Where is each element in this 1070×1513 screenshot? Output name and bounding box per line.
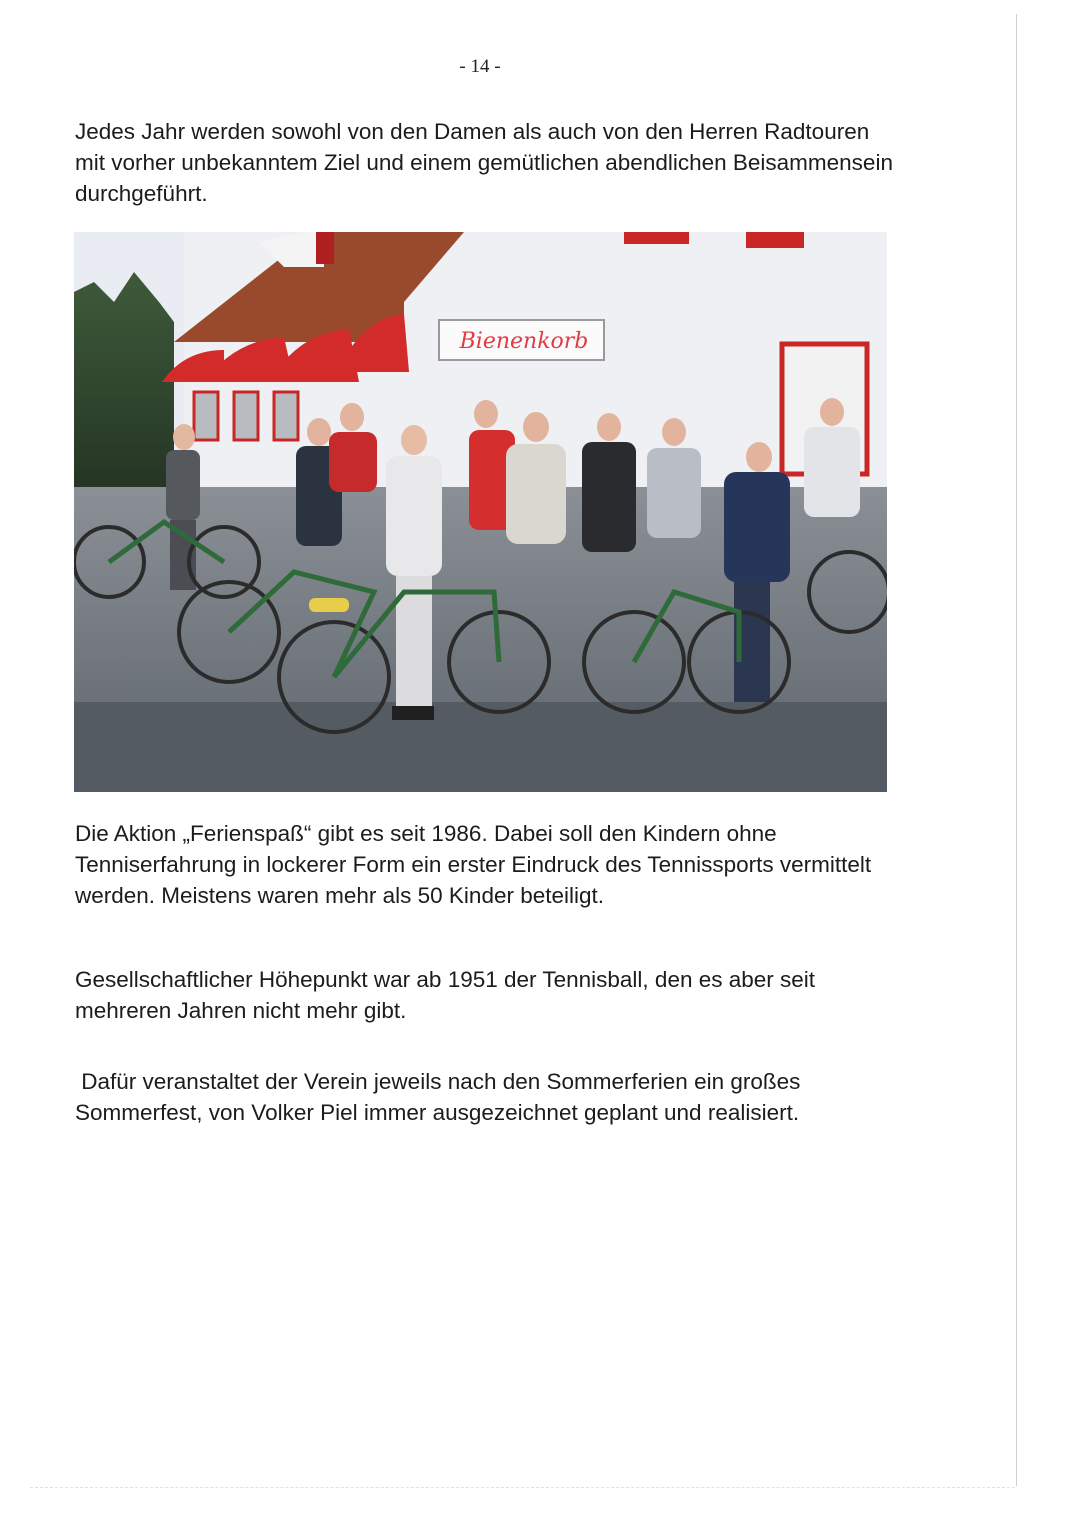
paragraph-radtouren: Jedes Jahr werden sowohl von den Damen als auch von den Herren Radtouren mit vorher unbekanntem Ziel und einem gemütlichen abendlichen Beisammensein durchgeführt. xyxy=(75,119,893,206)
bicycle-saddle-bag xyxy=(309,598,349,612)
shutter xyxy=(316,232,334,264)
page-number: - 14 - xyxy=(459,56,501,77)
window-marker xyxy=(624,232,689,244)
page-edge-line xyxy=(1016,14,1017,1486)
paragraph-tennisball: Gesellschaftlicher Höhepunkt war ab 1951 der Tennisball, den es aber seit mehreren Jahren nicht mehr gibt. xyxy=(75,967,816,1023)
paragraph-sommerfest: Dafür veranstaltet der Verein jeweils nach den Sommerferien ein großes Sommerfest, von Volker Piel immer ausgezeichnet geplant und realisiert. xyxy=(75,1069,807,1125)
window xyxy=(194,392,218,440)
sign-text: Bienenkorb xyxy=(459,329,589,354)
window-marker xyxy=(746,232,804,248)
trees xyxy=(74,272,174,492)
photo-illustration xyxy=(74,232,887,792)
scan-bottom-line xyxy=(30,1487,1015,1489)
paragraph-ferienspass: Die Aktion „Ferienspaß“ gibt es seit 1986. Dabei soll den Kindern ohne Tenniserfahrung in lockerer Form ein erster Eindruck des Tennissports vermittelt werden. Meistens waren mehr als 50 Kinder beteiligt. xyxy=(75,821,872,908)
window xyxy=(234,392,258,440)
road-shadow xyxy=(74,702,887,792)
window xyxy=(274,392,298,440)
group-photo-bicycle-tour xyxy=(74,232,887,792)
